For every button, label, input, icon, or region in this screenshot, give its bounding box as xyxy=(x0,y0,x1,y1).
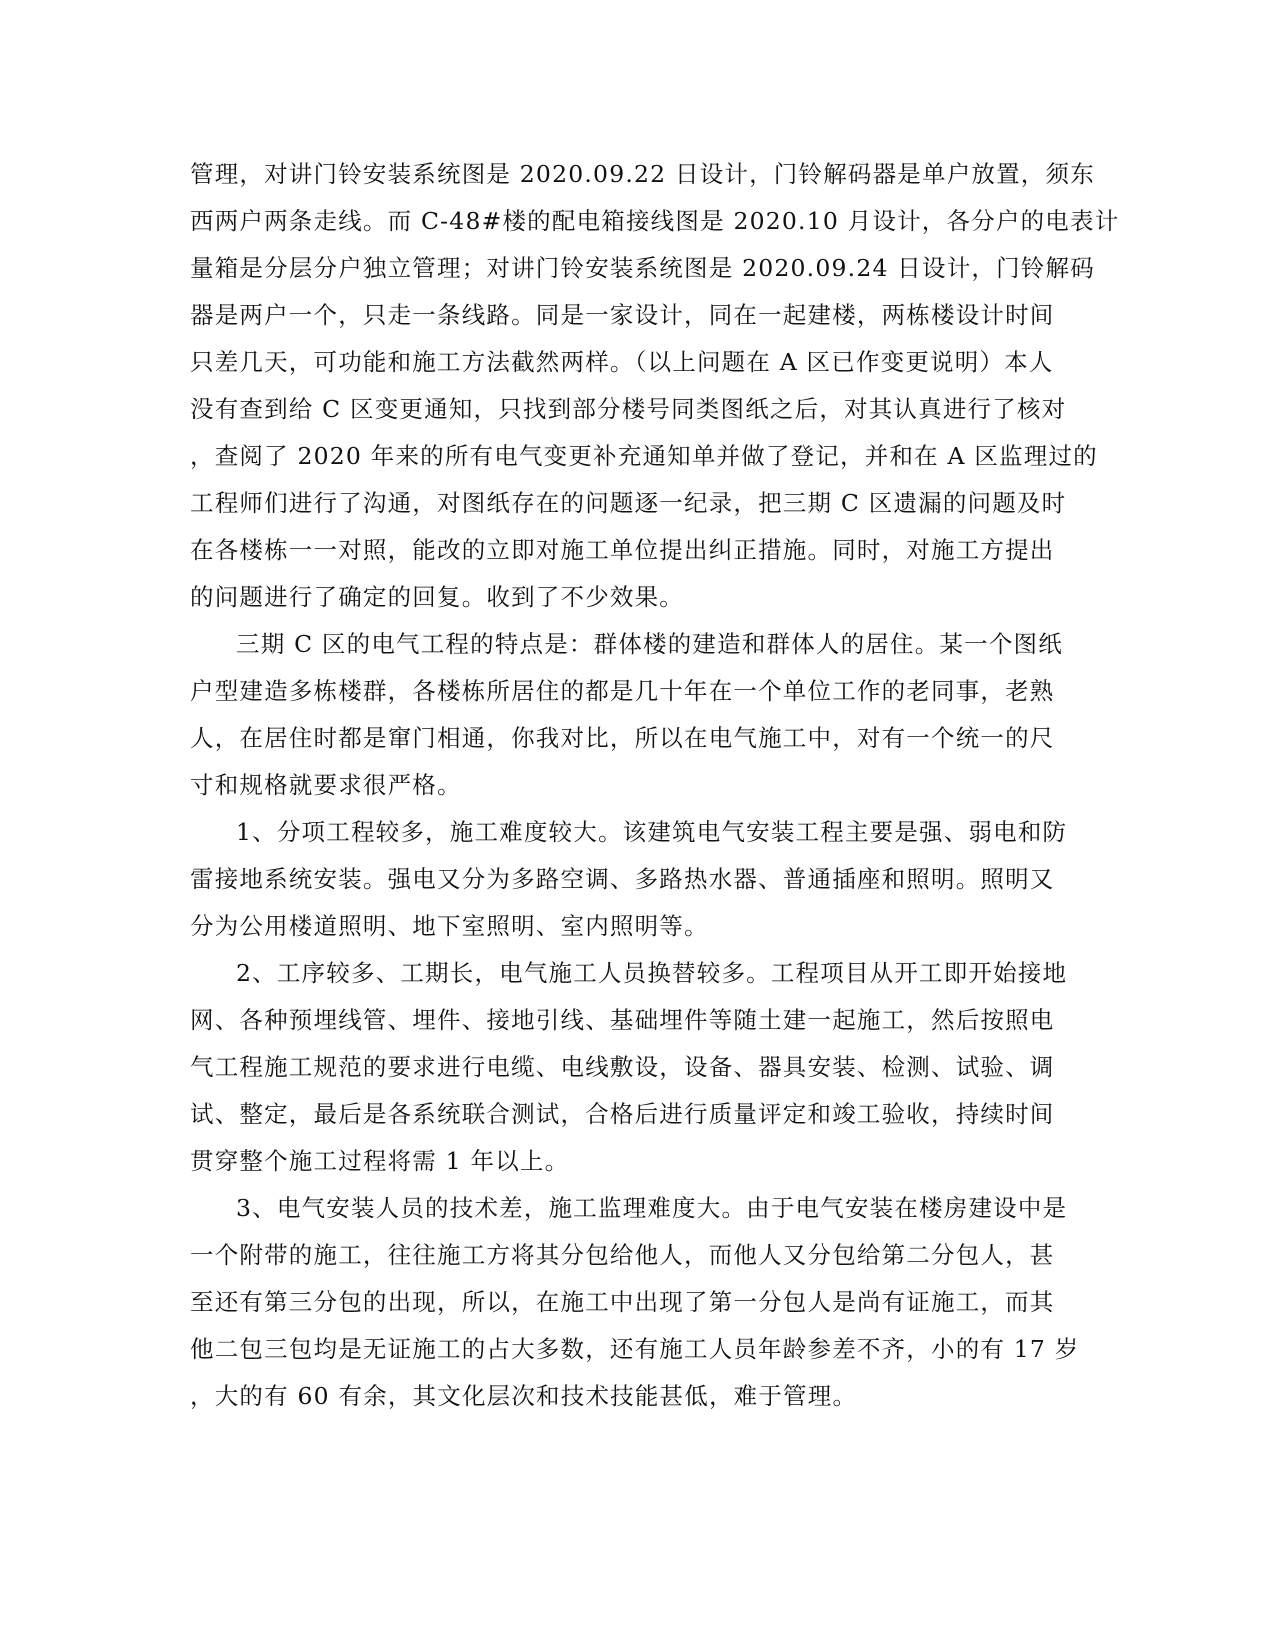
text-line: 人，在居住时都是窜门相通，你我对比，所以在电气施工中，对有一个统一的尺 xyxy=(190,724,1055,752)
text-line: 网、各种预埋线管、埋件、接地引线、基础埋件等随土建一起施工，然后按照电 xyxy=(190,1006,1055,1034)
paragraph-first-line: 2、工序较多、工期长，电气施工人员换替较多。工程项目从开工即开始接地 xyxy=(236,959,1068,987)
text-line: 他二包三包均是无证施工的占大多数，还有施工人员年龄参差不齐，小的有 17 岁 xyxy=(190,1335,1080,1363)
text-line: 在各楼栋一一对照，能改的立即对施工单位提出纠正措施。同时，对施工方提出 xyxy=(190,536,1055,564)
text-line: 户型建造多栋楼群，各楼栋所居住的都是几十年在一个单位工作的老同事，老熟 xyxy=(190,677,1055,705)
text-line: 没有查到给 C 区变更通知，只找到部分楼号同类图纸之后，对其认真进行了核对 xyxy=(190,395,1067,423)
text-line: 分为公用楼道照明、地下室照明、室内照明等。 xyxy=(190,912,709,940)
text-line: 至还有第三分包的出现，所以，在施工中出现了第一分包人是尚有证施工，而其 xyxy=(190,1288,1055,1316)
text-line: 只差几天，可功能和施工方法截然两样。（以上问题在 A 区已作变更说明）本人 xyxy=(190,348,1054,376)
text-line: 的问题进行了确定的回复。收到了不少效果。 xyxy=(190,583,684,611)
text-line: 气工程施工规范的要求进行电缆、电线敷设，设备、器具安装、检测、试验、调 xyxy=(190,1053,1055,1081)
text-line: 贯穿整个施工过程将需 1 年以上。 xyxy=(190,1147,570,1175)
text-line: 西两户两条走线。而 C-48#楼的配电箱接线图是 2020.10 月设计，各分户的电表计 xyxy=(190,207,1120,235)
text-line: 工程师们进行了沟通，对图纸存在的问题逐一纪录，把三期 C 区遗漏的问题及时 xyxy=(190,489,1067,517)
paragraph-first-line: 1、分项工程较多，施工难度较大。该建筑电气安装工程主要是强、弱电和防 xyxy=(236,818,1068,846)
text-line: 器是两户一个，只走一条线路。同是一家设计，同在一起建楼，两栋楼设计时间 xyxy=(190,301,1055,329)
text-line: 寸和规格就要求很严格。 xyxy=(190,771,462,799)
text-line: ，查阅了 2020 年来的所有电气变更补充通知单并做了登记，并和在 A 区监理过的 xyxy=(190,442,1098,470)
paragraph-first-line: 三期 C 区的电气工程的特点是：群体楼的建造和群体人的居住。某一个图纸 xyxy=(236,630,1063,658)
paragraph-first-line: 3、电气安装人员的技术差，施工监理难度大。由于电气安装在楼房建设中是 xyxy=(236,1194,1068,1222)
text-line: 雷接地系统安装。强电又分为多路空调、多路热水器、普通插座和照明。照明又 xyxy=(190,865,1055,893)
text-line: 量箱是分层分户独立管理；对讲门铃安装系统图是 2020.09.24 日设计，门铃解码 xyxy=(190,254,1095,282)
text-line: ，大的有 60 有余，其文化层次和技术技能甚低，难于管理。 xyxy=(190,1382,858,1410)
text-line: 管理，对讲门铃安装系统图是 2020.09.22 日设计，门铃解码器是单户放置，须东 xyxy=(190,160,1095,188)
text-line: 试、整定，最后是各系统联合测试，合格后进行质量评定和竣工验收，持续时间 xyxy=(190,1100,1055,1128)
text-line: 一个附带的施工，往往施工方将其分包给他人，而他人又分包给第二分包人，甚 xyxy=(190,1241,1055,1269)
